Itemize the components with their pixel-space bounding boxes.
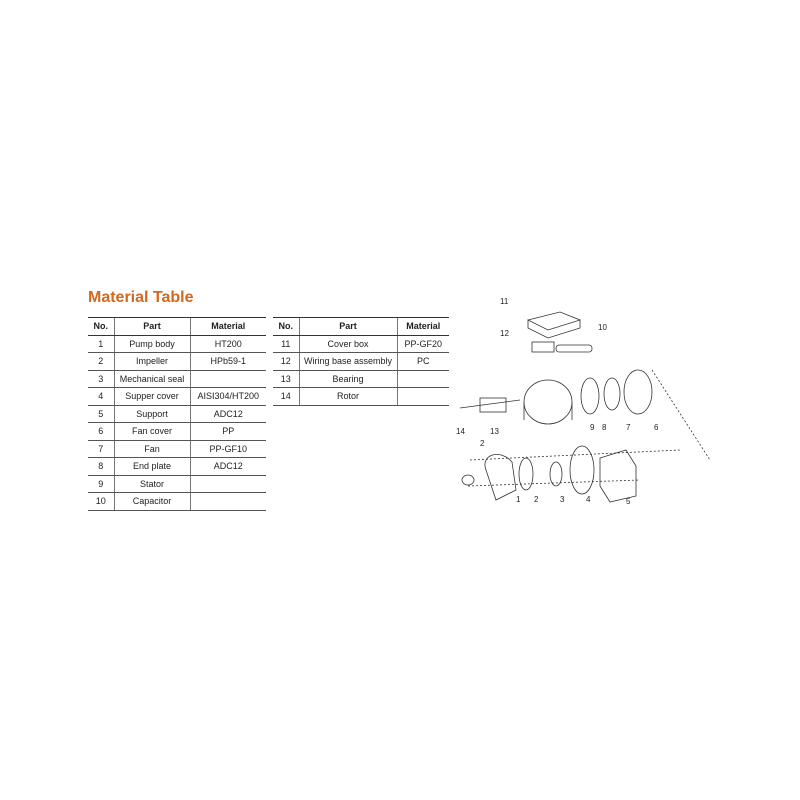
callout-13: 13 [490, 427, 499, 436]
cell-material: PP-GF10 [190, 440, 266, 458]
cell-no: 8 [88, 458, 114, 476]
cell-no: 3 [88, 370, 114, 388]
table-row [88, 353, 266, 371]
cell-part: Support [114, 405, 190, 423]
motor-body-part [524, 380, 572, 424]
cell-part: Stator [114, 475, 190, 493]
cell-part: End plate [114, 458, 190, 476]
cell-part: Pump body [114, 335, 190, 353]
cell-material: ADC12 [190, 405, 266, 423]
exploded-pump-diagram [440, 290, 720, 520]
table-row [88, 388, 266, 406]
table-header-row [273, 318, 449, 336]
header-no: No. [273, 318, 299, 336]
callout-6: 6 [654, 423, 659, 432]
header-part: Part [299, 318, 397, 336]
table-header-row [88, 318, 266, 336]
cell-material: PC [397, 353, 449, 371]
impeller-part [519, 458, 533, 490]
end-plate-part [581, 378, 599, 414]
cell-part: Fan [114, 440, 190, 458]
callout-9: 9 [590, 423, 595, 432]
cover-box-part [528, 312, 580, 330]
callout-7: 7 [626, 423, 631, 432]
callout-8: 8 [602, 423, 607, 432]
support-part [600, 450, 636, 502]
cell-part: Fan cover [114, 423, 190, 441]
table-row [88, 458, 266, 476]
table-row [273, 353, 449, 371]
cell-no: 1 [88, 335, 114, 353]
header-no: No. [88, 318, 114, 336]
cell-part: Capacitor [114, 493, 190, 511]
cell-no: 14 [273, 388, 299, 406]
table-row [88, 405, 266, 423]
cell-no: 4 [88, 388, 114, 406]
cell-no: 12 [273, 353, 299, 371]
table-row [88, 475, 266, 493]
cell-part: Rotor [299, 388, 397, 406]
cell-no: 2 [88, 353, 114, 371]
callout-2: 2 [534, 495, 539, 504]
header-material: Material [190, 318, 266, 336]
table-row [273, 370, 449, 388]
callout-2-top: 2 [480, 439, 485, 448]
header-part: Part [114, 318, 190, 336]
material-table-left [88, 317, 266, 511]
cell-part: Bearing [299, 370, 397, 388]
callout-1: 1 [516, 495, 521, 504]
capacitor-part [556, 345, 592, 352]
callout-3: 3 [560, 495, 565, 504]
cell-no: 10 [88, 493, 114, 511]
cell-material [190, 493, 266, 511]
table-row [273, 335, 449, 353]
cell-no: 11 [273, 335, 299, 353]
table-row [88, 335, 266, 353]
cell-material: AISI304/HT200 [190, 388, 266, 406]
fan-part [604, 378, 620, 410]
material-table-title: Material Table [88, 289, 194, 306]
table-row [88, 440, 266, 458]
callout-12: 12 [500, 329, 509, 338]
cell-material [190, 370, 266, 388]
cell-material [190, 475, 266, 493]
cell-part: Mechanical seal [114, 370, 190, 388]
cell-material: HT200 [190, 335, 266, 353]
cell-part: Cover box [299, 335, 397, 353]
cell-part: Impeller [114, 353, 190, 371]
cell-no: 6 [88, 423, 114, 441]
callout-5: 5 [626, 497, 631, 506]
callout-4: 4 [586, 495, 591, 504]
callout-10: 10 [598, 323, 607, 332]
cell-part: Wiring base assembly [299, 353, 397, 371]
cell-no: 13 [273, 370, 299, 388]
cell-no: 7 [88, 440, 114, 458]
table-row [88, 493, 266, 511]
table-row [88, 423, 266, 441]
fan-cover-part [624, 370, 652, 414]
rotor-part [460, 400, 520, 408]
callout-14: 14 [456, 427, 465, 436]
header-material: Material [397, 318, 449, 336]
wiring-base-part [532, 342, 554, 352]
pump-body-part [485, 454, 516, 500]
table-row [273, 388, 449, 406]
cell-material: PP-GF20 [397, 335, 449, 353]
supper-cover-part [570, 446, 594, 494]
callout-11: 11 [500, 297, 509, 306]
table-row [88, 370, 266, 388]
cell-no: 9 [88, 475, 114, 493]
cell-no: 5 [88, 405, 114, 423]
cell-material: HPb59-1 [190, 353, 266, 371]
cell-part: Supper cover [114, 388, 190, 406]
material-table-right [273, 317, 449, 406]
cell-material: PP [190, 423, 266, 441]
cell-material: ADC12 [190, 458, 266, 476]
